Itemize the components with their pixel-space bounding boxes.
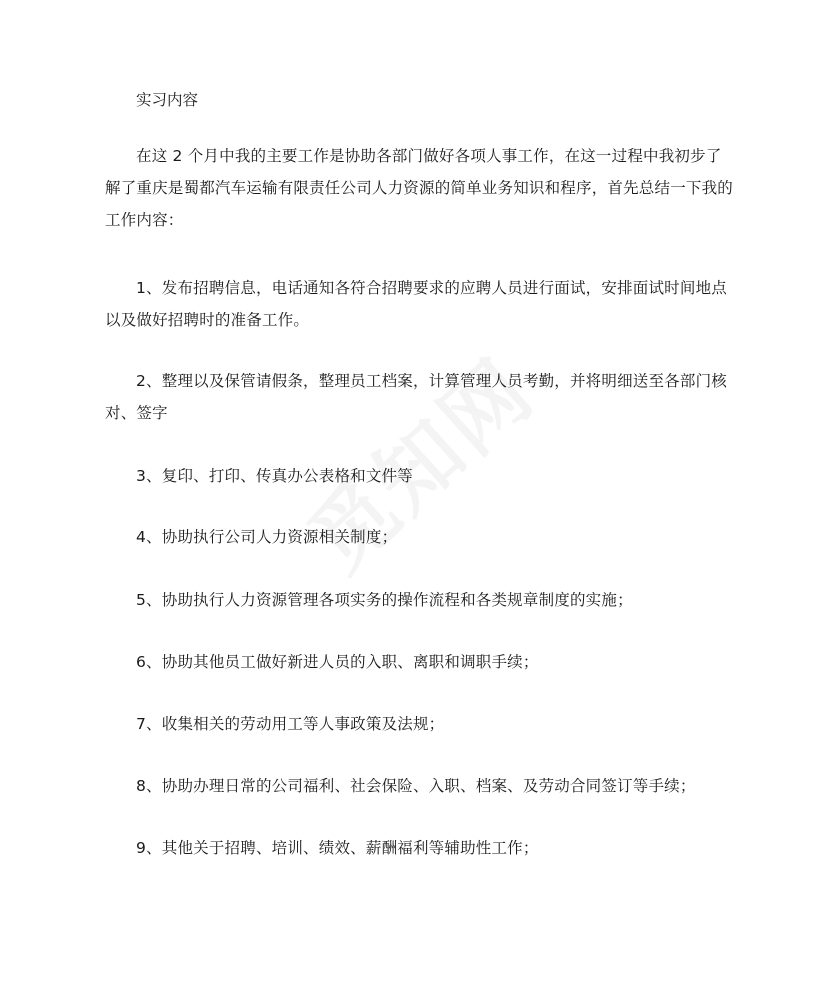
list-item: 9、其他关于招聘、培训、绩效、薪酬福利等辅助性工作；: [136, 839, 539, 857]
intro-paragraph: 在这 2 个月中我的主要工作是协助各部门做好各项人事工作，在这一过程中我初步了解了重庆是蜀都汽车运输有限责任公司人力资源的简单业务知识和程序，首先总结一下我的工作内容：: [105, 147, 734, 229]
list-item: 8、协助办理日常的公司福利、社会保险、入职、档案、及劳动合同签订等手续；: [136, 777, 696, 795]
list-item: 3、复印、打印、传真办公表格和文件等: [136, 467, 413, 485]
list-item: 5、协助执行人力资源管理各项实务的操作流程和各类规章制度的实施；: [136, 591, 633, 609]
list-item: 2、整理以及保管请假条，整理员工档案，计算管理人员考勤，并将明细送至各部门核对、签字: [105, 372, 727, 422]
list-item: 7、收集相关的劳动用工等人事政策及法规；: [136, 715, 445, 733]
list-item: 1、发布招聘信息，电话通知各符合招聘要求的应聘人员进行面试，安排面试时间地点以及做好招聘时的准备工作。: [105, 279, 727, 329]
list-item: 4、协助执行公司人力资源相关制度；: [136, 528, 398, 546]
section-heading: 实习内容: [136, 91, 199, 109]
list-item: 6、协助其他员工做好新进人员的入职、离职和调职手续；: [136, 653, 539, 671]
